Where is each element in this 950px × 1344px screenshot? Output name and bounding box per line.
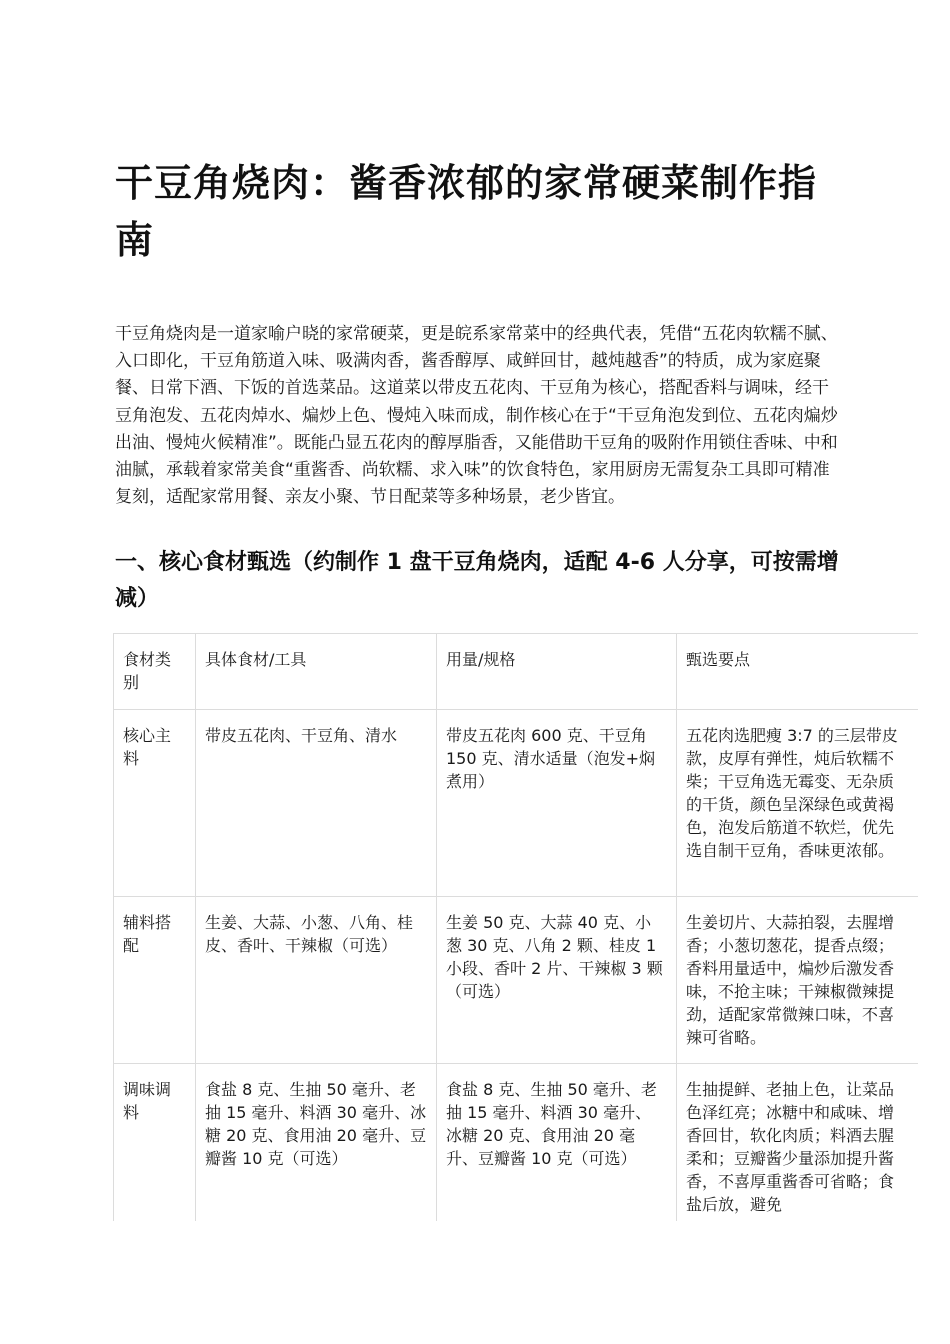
header-cell-items: 具体食材/工具 <box>196 634 437 710</box>
cell-tips: 生姜切片、大蒜拍裂，去腥增香；小葱切葱花，提香点缀；香料用量适中，煸炒后激发香味，不抢主味；干辣椒微辣提劲，适配家常微辣口味，不喜辣可省略。 <box>677 897 919 1064</box>
section-heading-ingredients: 一、核心食材甄选（约制作 1 盘干豆角烧肉，适配 4-6 人分享，可按需增减） <box>115 550 839 611</box>
cell-amount: 生姜 50 克、大蒜 40 克、小葱 30 克、八角 2 颗、桂皮 1 小段、香叶 2 片、干辣椒 3 颗（可选） <box>437 897 677 1064</box>
cell-category: 辅料搭配 <box>114 897 196 1064</box>
page-title: 干豆角烧肉：酱香浓郁的家常硬菜制作指南 <box>115 161 818 262</box>
ingredients-table <box>113 633 918 1221</box>
cell-items: 带皮五花肉、干豆角、清水 <box>196 710 437 897</box>
header-cell-category: 食材类别 <box>114 634 196 710</box>
header-cell-tips: 甄选要点 <box>677 634 919 710</box>
cell-amount: 食盐 8 克、生抽 50 毫升、老抽 15 毫升、料酒 30 毫升、冰糖 20 克、食用油 20 毫升、豆瓣酱 10 克（可选） <box>437 1064 677 1222</box>
cell-category: 核心主料 <box>114 710 196 897</box>
table-row <box>114 710 919 897</box>
table-row <box>114 897 919 1064</box>
cell-amount: 带皮五花肉 600 克、干豆角 150 克、清水适量（泡发+焖煮用） <box>437 710 677 897</box>
header-cell-amount: 用量/规格 <box>437 634 677 710</box>
ingredients-table-container <box>113 633 918 1221</box>
cell-items: 食盐 8 克、生抽 50 毫升、老抽 15 毫升、料酒 30 毫升、冰糖 20 克、食用油 20 毫升、豆瓣酱 10 克（可选） <box>196 1064 437 1222</box>
cell-tips: 生抽提鲜、老抽上色，让菜品色泽红亮；冰糖中和咸味、增香回甘，软化肉质；料酒去腥柔和；豆瓣酱少量添加提升酱香，不喜厚重酱香可省略；食盐后放，避免 <box>677 1064 919 1222</box>
cell-tips: 五花肉选肥瘦 3:7 的三层带皮款，皮厚有弹性，炖后软糯不柴；干豆角选无霉变、无杂质的干货，颜色呈深绿色或黄褐色，泡发后筋道不软烂，优先选自制干豆角，香味更浓郁。 <box>677 710 919 897</box>
intro-paragraph: 干豆角烧肉是一道家喻户晓的家常硬菜，更是皖系家常菜中的经典代表，凭借“五花肉软糯不腻、入口即化，干豆角筋道入味、吸满肉香，酱香醇厚、咸鲜回甘，越炖越香”的特质，成为家庭聚餐、日常下酒、下饭的首选菜品。这道菜以带皮五花肉、干豆角为核心，搭配香料与调味，经干豆角泡发、五花肉焯水、煸炒上色、慢炖入味而成，制作核心在于“干豆角泡发到位、五花肉煸炒出油、慢炖火候精准”。既能凸显五花肉的醇厚脂香，又能借助干豆角的吸附作用锁住香味、中和油腻，承载着家常美食“重酱香、尚软糯、求入味”的饮食特色，家用厨房无需复杂工具即可精准复刻，适配家常用餐、亲友小聚、节日配菜等多种场景，老少皆宜。 <box>115 324 838 508</box>
cell-items: 生姜、大蒜、小葱、八角、桂皮、香叶、干辣椒（可选） <box>196 897 437 1064</box>
table-header-row <box>114 634 919 710</box>
table-row <box>114 1064 919 1222</box>
cell-category: 调味调料 <box>114 1064 196 1222</box>
